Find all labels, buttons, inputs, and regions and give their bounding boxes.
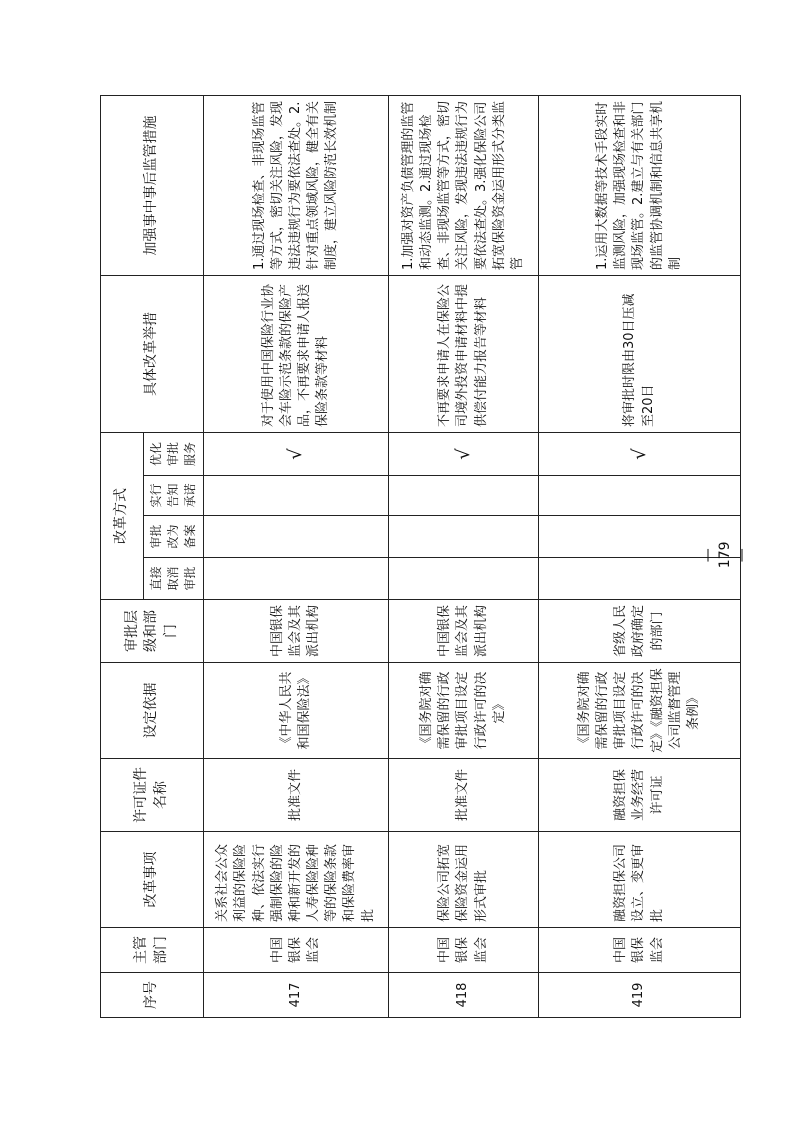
header-dept: 主管部门 [101, 928, 204, 973]
header-m1: 直接取消审批 [144, 558, 204, 600]
page-number [699, 530, 750, 580]
row-m4-check: √ [539, 433, 741, 476]
reform-table [100, 95, 741, 1018]
row-dept: 中国银保监会 [204, 928, 389, 973]
row-supervision: 1.加强对资产负债管理的监管和动态监测。2.通过现场检查、非现场监管等方式，密切关注风险，发现违法违规行为要依法查处。3.强化保险公司拓宽保险资金运用形式分类监管 [389, 96, 539, 276]
row-no: 419 [539, 973, 741, 1018]
row-m4-check: √ [204, 433, 389, 476]
row-license: 融资担保业务经营许可证 [539, 759, 741, 832]
row-basis: 《国务院对确需保留的行政审批项目设定行政许可的决定》 [389, 663, 539, 759]
table-row [204, 96, 389, 1018]
row-supervision: 1.通过现场检查、非现场监管等方式，密切关注风险，发现违法违规行为要依法查处。2.针对重点领域风险，健全有关制度，建立风险防范长效机制 [204, 96, 389, 276]
row-m3 [204, 476, 389, 516]
row-no: 418 [389, 973, 539, 1018]
row-measures: 对于使用中国保险行业协会车险示范条款的保险产品，不再要求申请人报送保险条款等材料 [204, 276, 389, 433]
row-measures: 不再要求申请人在保险公司境外投资申请材料中提供偿付能力报告等材料 [389, 276, 539, 433]
row-supervision: 1.运用大数据等技术手段实时监测风险，加强现场检查和非现场监管。2.建立与有关部门的监管协调机制和信息共享机制 [539, 96, 741, 276]
row-m2 [389, 516, 539, 558]
header-supervision: 加强事中事后监管措施 [101, 96, 204, 276]
row-level: 中国银保监会及其派出机构 [389, 600, 539, 663]
row-measures: 将审批时限由30日压减至20日 [539, 276, 741, 433]
row-item: 保险公司拓宽保险资金运用形式审批 [389, 832, 539, 928]
header-row-1 [101, 96, 144, 1018]
header-no: 序号 [101, 973, 204, 1018]
header-license: 许可证件名称 [101, 759, 204, 832]
row-no: 417 [204, 973, 389, 1018]
row-item: 融资担保公司设立、变更审批 [539, 832, 741, 928]
row-level: 省级人民政府确定的部门 [539, 600, 741, 663]
header-basis: 设定依据 [101, 663, 204, 759]
row-m3 [389, 476, 539, 516]
header-m2: 审批改为备案 [144, 516, 204, 558]
row-basis: 《国务院对确需保留的行政审批项目设定行政许可的决定》《融资担保公司监督管理条例》 [539, 663, 741, 759]
header-method: 改革方式 [101, 433, 144, 600]
header-level: 审批层级和部门 [101, 600, 204, 663]
row-m4-check: √ [389, 433, 539, 476]
header-item: 改革事项 [101, 832, 204, 928]
row-m3 [539, 476, 741, 516]
row-item: 关系社会公众利益的保险险种、依法实行强制保险的险种和新开发的人寿保险险种等的保险条款和保险费率审批 [204, 832, 389, 928]
row-license: 批准文件 [389, 759, 539, 832]
page-number-text: — 179 — [699, 541, 750, 569]
row-m1 [389, 558, 539, 600]
header-measures: 具体改革举措 [101, 276, 204, 433]
row-dept: 中国银保监会 [539, 928, 741, 973]
row-license: 批准文件 [204, 759, 389, 832]
row-m2 [204, 516, 389, 558]
header-m4: 优化审批服务 [144, 433, 204, 476]
row-m1 [204, 558, 389, 600]
rotated-page [100, 96, 740, 1018]
header-m3: 实行告知承诺 [144, 476, 204, 516]
row-level: 中国银保监会及其派出机构 [204, 600, 389, 663]
row-dept: 中国银保监会 [389, 928, 539, 973]
table-row [389, 96, 539, 1018]
row-basis: 《中华人民共和国保险法》 [204, 663, 389, 759]
